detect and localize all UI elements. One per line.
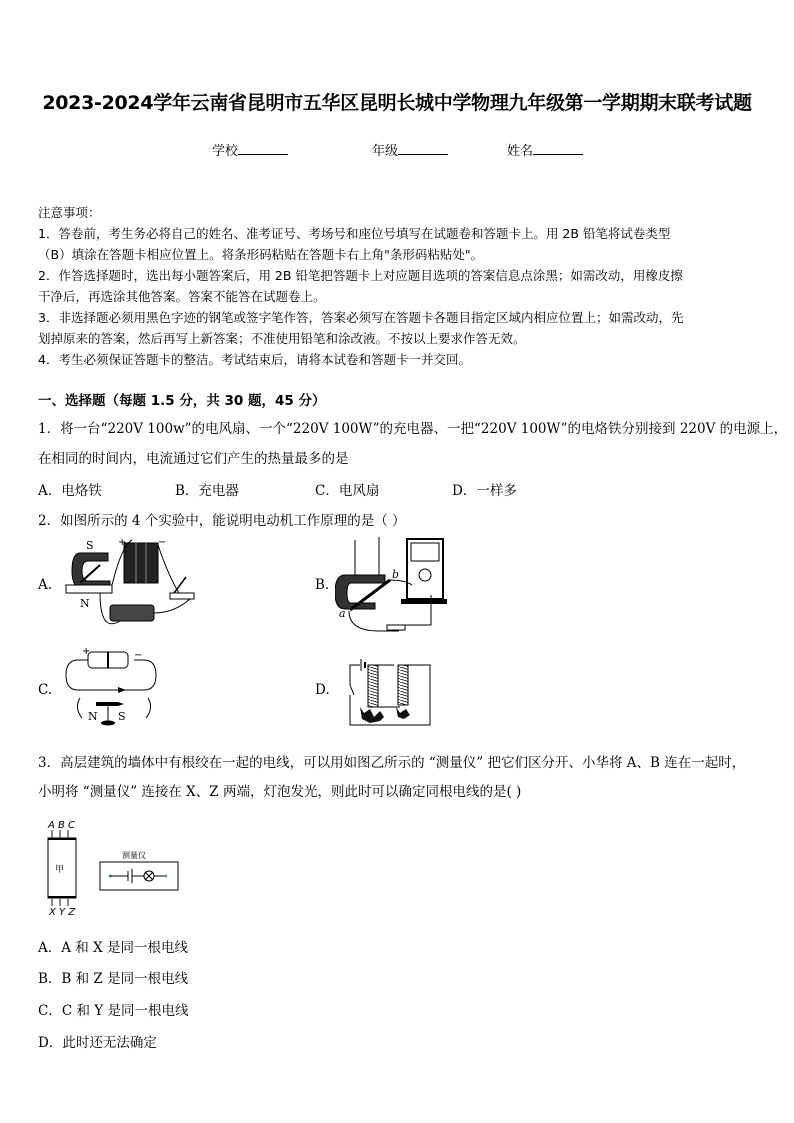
question-1-stem: 在相同的时间内，电流通过它们产生的热量最多的是 <box>38 451 349 467</box>
q2-figure-d-label[interactable]: D. <box>315 682 330 698</box>
q2c-plus-label: + <box>82 648 91 657</box>
name-label: 姓名 <box>507 144 534 159</box>
q1-option-c[interactable]: C．电风扇 <box>315 483 380 499</box>
q3-option-c[interactable]: C．C 和 Y 是同一根电线 <box>38 1003 189 1019</box>
grade-label: 年级 <box>372 144 399 159</box>
q2-figure-a <box>60 535 200 635</box>
q2-figure-b-label[interactable]: B. <box>315 577 330 593</box>
q3-option-b[interactable]: B．B 和 Z 是同一根电线 <box>38 971 189 987</box>
notice-line: 1．答卷前，考生务必将自己的姓名、准考证号、考场号和座位号填写在试题卷和答题卡上。用 2B 铅笔将试卷类型 <box>38 226 671 241</box>
q3-meter-label: 测量仪 <box>122 851 146 860</box>
notice-heading: 注意事项： <box>38 205 101 220</box>
notice-line: （B）填涂在答题卡相应位置上。将条形码粘贴在答题卡右上角"条形码粘贴处"。 <box>38 247 484 262</box>
name-field[interactable] <box>507 140 583 159</box>
section-heading: 一、选择题（每题 1.5 分，共 30 题，45 分） <box>38 393 326 409</box>
name-blank[interactable] <box>533 142 583 155</box>
q3-option-a[interactable]: A．A 和 X 是同一根电线 <box>38 940 188 956</box>
q2b-a-label: a <box>339 607 346 620</box>
q2a-minus-label: − <box>158 537 167 548</box>
q3-option-d[interactable]: D．此时还无法确定 <box>38 1035 157 1051</box>
q2a-plus-label: + <box>118 537 127 548</box>
q3-figure <box>44 816 184 916</box>
q2-figure-c-label[interactable]: C. <box>38 682 53 698</box>
school-label: 学校 <box>212 144 239 159</box>
q1-option-b[interactable]: B．充电器 <box>175 483 239 499</box>
school-blank[interactable] <box>238 142 288 155</box>
q2a-n-label: N <box>80 597 90 610</box>
q2-figure-a-label[interactable]: A. <box>38 577 53 593</box>
q2c-n-label: N <box>88 710 98 723</box>
q2b-b-label: b <box>392 568 400 581</box>
grade-field[interactable] <box>372 140 448 159</box>
notice-line: 4．考生必须保证答题卡的整洁。考试结束后，请将本试卷和答题卡一并交回。 <box>38 352 471 367</box>
q2-figure-d <box>340 655 435 730</box>
notice-line: 干净后，再选涂其他答案。答案不能答在试题卷上。 <box>38 289 326 304</box>
question-3-stem: 小明将 “测量仪” 连接在 X、Z 两端，灯泡发光，则此时可以确定同根电线的是( ) <box>38 784 522 800</box>
q1-option-d[interactable]: D．一样多 <box>452 483 517 499</box>
notice-line: 划掉原来的答案，然后再写上新答案；不准使用铅笔和涂改液。不按以上要求作答无效。 <box>38 331 526 346</box>
notice-line: 2．作答选择题时，选出每小题答案后，用 2B 铅笔把答题卡上对应题目选项的答案信息点涂黑；如需改动，用橡皮擦 <box>38 268 683 283</box>
page-title: 2023-2024学年云南省昆明市五华区昆明长城中学物理九年级第一学期期末联考试题 <box>42 92 752 114</box>
q2-figure-c <box>62 648 162 728</box>
q2c-s-label: S <box>118 710 126 723</box>
q3-box-label: 甲 <box>55 865 65 875</box>
q2a-s-label: S <box>86 539 94 552</box>
q1-option-a[interactable]: A．电烙铁 <box>38 483 102 499</box>
q3-top-labels: A B C <box>48 820 76 831</box>
q3-bottom-labels: X Y Z <box>49 907 76 916</box>
grade-blank[interactable] <box>398 142 448 155</box>
notice-line: 3．非选择题必须用黑色字迹的钢笔或签字笔作答，答案必须写在答题卡各题目指定区域内相应位置上；如需改动，先 <box>38 310 684 325</box>
school-field[interactable] <box>212 140 288 159</box>
q2-figure-b <box>335 535 450 635</box>
question-2-stem: 2．如图所示的 4 个实验中，能说明电动机工作原理的是（ ） <box>38 513 406 529</box>
q2c-minus-label: − <box>134 650 143 661</box>
question-3-stem: 3．高层建筑的墙体中有根绞在一起的电线，可以用如图乙所示的 “测量仪” 把它们区分开、小华将 A、B 连在一起时， <box>38 755 746 771</box>
question-1-stem: 1．将一台“220V 100w”的电风扇、一个“220V 100W”的充电器、一把“220V 100W”的电烙铁分别接到 220V 的电源上， <box>38 421 788 437</box>
